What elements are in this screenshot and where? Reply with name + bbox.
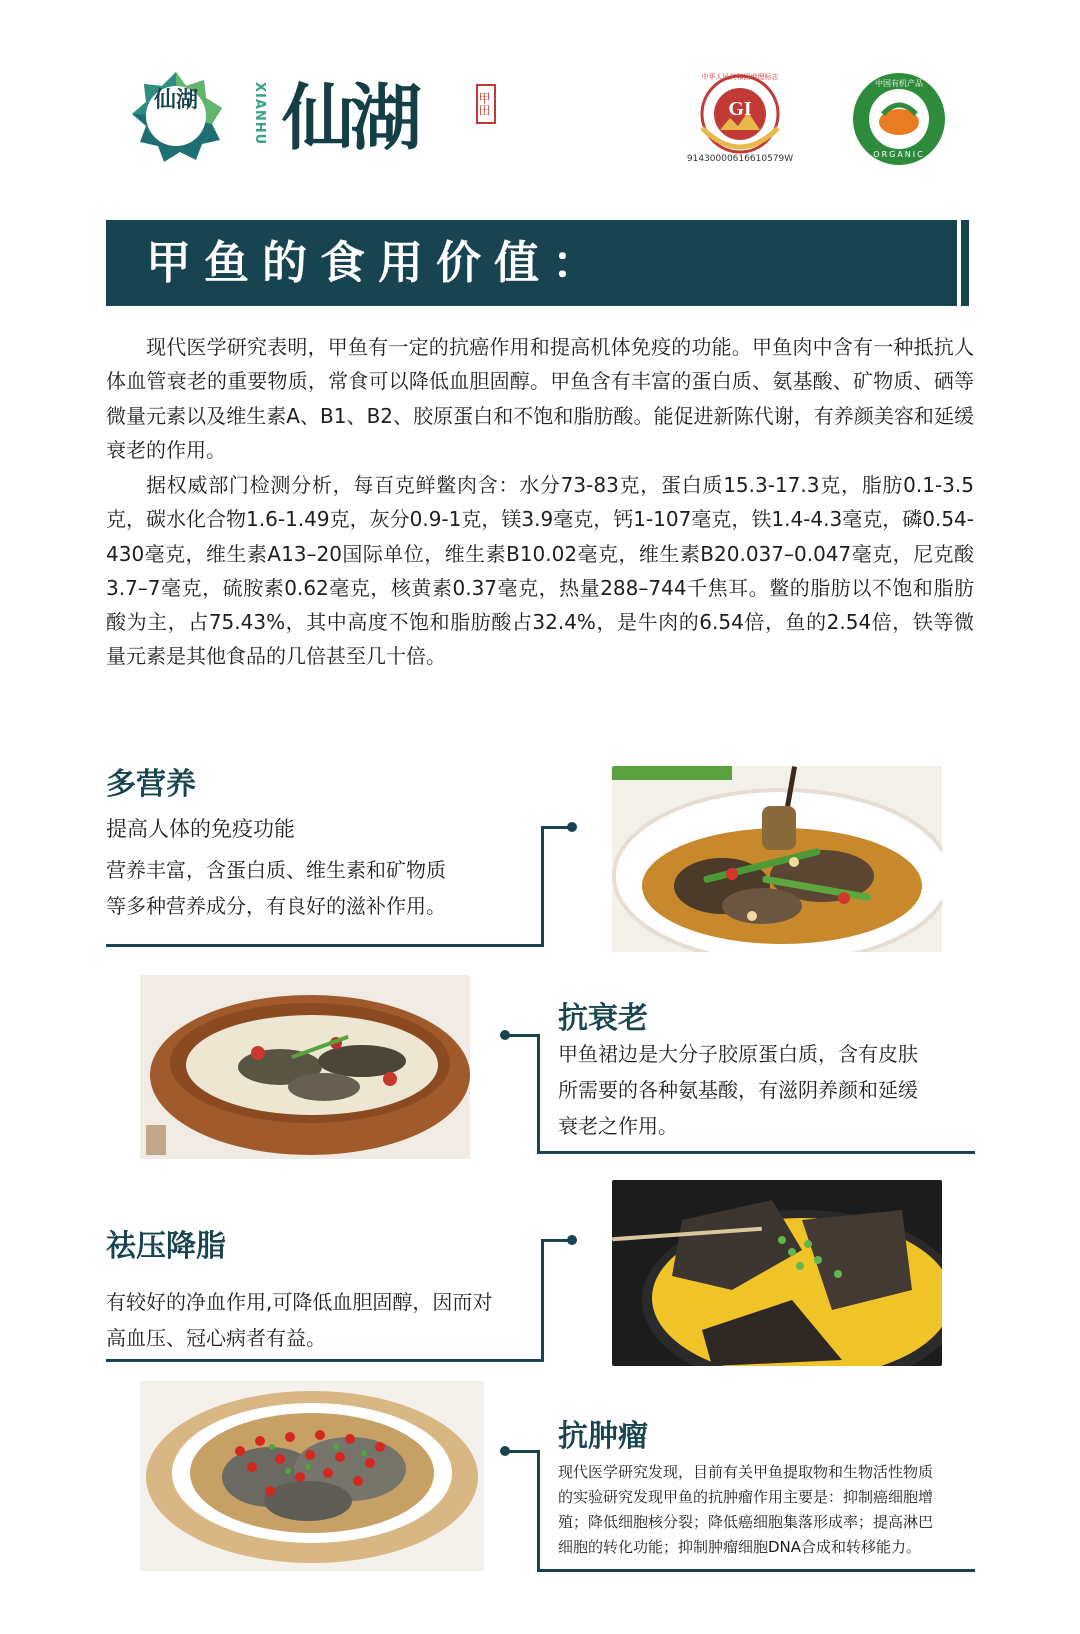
- body-line: 细胞的转化功能；抑制肿瘤细胞DNA合成和转移能力。: [558, 1538, 922, 1556]
- feature-nutrition-connector-vertical: [541, 826, 544, 947]
- feature-bloodpressure-title: 祛压降脂: [106, 1229, 226, 1264]
- body-line: 衰老之作用。: [558, 1114, 678, 1138]
- gi-code: 91430000616610579W: [686, 154, 794, 164]
- body-line: 甲鱼裙边是大分子胶原蛋白质，含有皮肤: [558, 1042, 918, 1066]
- organic-certification-mark: [850, 70, 948, 168]
- dish-photo-turtle-soup: [140, 975, 470, 1159]
- page-title: 甲鱼的食用价值：: [146, 236, 611, 289]
- dish-photo-turtle-egg-custard: [612, 1180, 942, 1366]
- brand-pinyin: XIANHU: [252, 82, 267, 146]
- feature-antiaging-connector-vertical: [537, 1034, 540, 1154]
- feature-antitumor-body: [558, 1460, 982, 1560]
- body-line: 营养丰富，含蛋白质、维生素和矿物质: [106, 858, 446, 882]
- body-line: 所需要的各种氨基酸，有滋阴养颜和延缓: [558, 1078, 918, 1102]
- body-line: 等多种营养成分，有良好的滋补作用。: [106, 894, 446, 918]
- feature-antitumor-connector-horizontal: [504, 1450, 540, 1453]
- feature-nutrition-body: [106, 852, 526, 924]
- feature-bloodpressure-connector-vertical: [541, 1239, 544, 1362]
- dish-photo-braised-turtle: [612, 766, 942, 952]
- feature-antiaging-title: 抗衰老: [558, 1001, 648, 1036]
- gi-mark-letters: GI: [728, 98, 752, 120]
- brand-seal: 甲田: [476, 84, 496, 124]
- feature-bloodpressure-connector-dot: [567, 1235, 577, 1245]
- intro-paragraph-2: 据权威部门检测分析，每百克鲜鳖肉含：水分73-83克，蛋白质15.3-17.3克，脂肪0.1-3.5克，碳水化合物1.6-1.49克，灰分0.9-1克，镁3.9毫克，钙1-107毫克，铁1.4-4.3毫克，磷0.54-430毫克，维生素A13–20国际单位，维生素B10.02毫克，维生素B20.037–0.047毫克，尼克酸3.7–7毫克，硫胺素0.62毫克，核黄素0.37毫克，热量288–744千焦耳。鳖的脂肪以不饱和脂肪酸为主，占75.43%，其中高度不饱和脂肪酸占32.4%，是牛肉的6.54倍，鱼的2.54倍，铁等微量元素是其他食品的几倍甚至几十倍。: [106, 473, 974, 669]
- gi-arc-text: 中华人民共和国地理标志: [701, 73, 779, 81]
- body-line: 高血压、冠心病者有益。: [106, 1326, 326, 1350]
- dish-photo-chopped-pepper-turtle: [140, 1381, 484, 1571]
- body-line: 现代医学研究发现，目前有关甲鱼提取物和生物活性物质: [558, 1463, 934, 1481]
- badge-text: 仙湖: [153, 88, 198, 113]
- feature-nutrition-subtitle: 提高人体的免疫功能: [106, 817, 295, 841]
- feature-antitumor-underline: [537, 1569, 975, 1572]
- feature-nutrition-connector-dot: [567, 822, 577, 832]
- body-line: 有较好的净血作用,可降低血胆固醇，因而对: [106, 1290, 493, 1314]
- feature-bloodpressure-underline: [106, 1359, 544, 1362]
- brand-badge-logo: [128, 68, 224, 164]
- brand-wordmark: 仙湖: [282, 76, 419, 160]
- body-line: 的实验研究发现甲鱼的抗肿瘤作用主要是：抑制癌细胞增: [558, 1488, 934, 1506]
- feature-nutrition-title: 多营养: [106, 767, 196, 802]
- feature-bloodpressure-body: [106, 1284, 526, 1356]
- intro-paragraph-1: 现代医学研究表明，甲鱼有一定的抗癌作用和提高机体免疫的功能。甲鱼肉中含有一种抵抗人体血管衰老的重要物质，常食可以降低血胆固醇。甲鱼含有丰富的蛋白质、氨基酸、矿物质、硒等微量元素以及维生素A、B1、B2、胶原蛋白和不饱和脂肪酸。能促进新陈代谢，有养颜美容和延缓衰老的作用。: [106, 335, 974, 462]
- feature-antiaging-underline: [537, 1151, 975, 1154]
- organic-bottom-text: ORGANIC: [873, 150, 925, 159]
- feature-antiaging-body: [558, 1036, 978, 1144]
- gi-certification-mark: [686, 70, 794, 170]
- body-line: 殖；降低细胞核分裂；降低癌细胞集落形成率；提高淋巴: [558, 1513, 934, 1531]
- feature-antitumor-connector-vertical: [537, 1450, 540, 1572]
- feature-nutrition-underline: [106, 944, 544, 947]
- feature-antitumor-title: 抗肿瘤: [558, 1419, 648, 1454]
- feature-antiaging-connector-horizontal: [504, 1034, 540, 1037]
- title-banner-edge: [961, 220, 969, 306]
- organic-arc-text: 中国有机产品: [875, 79, 923, 88]
